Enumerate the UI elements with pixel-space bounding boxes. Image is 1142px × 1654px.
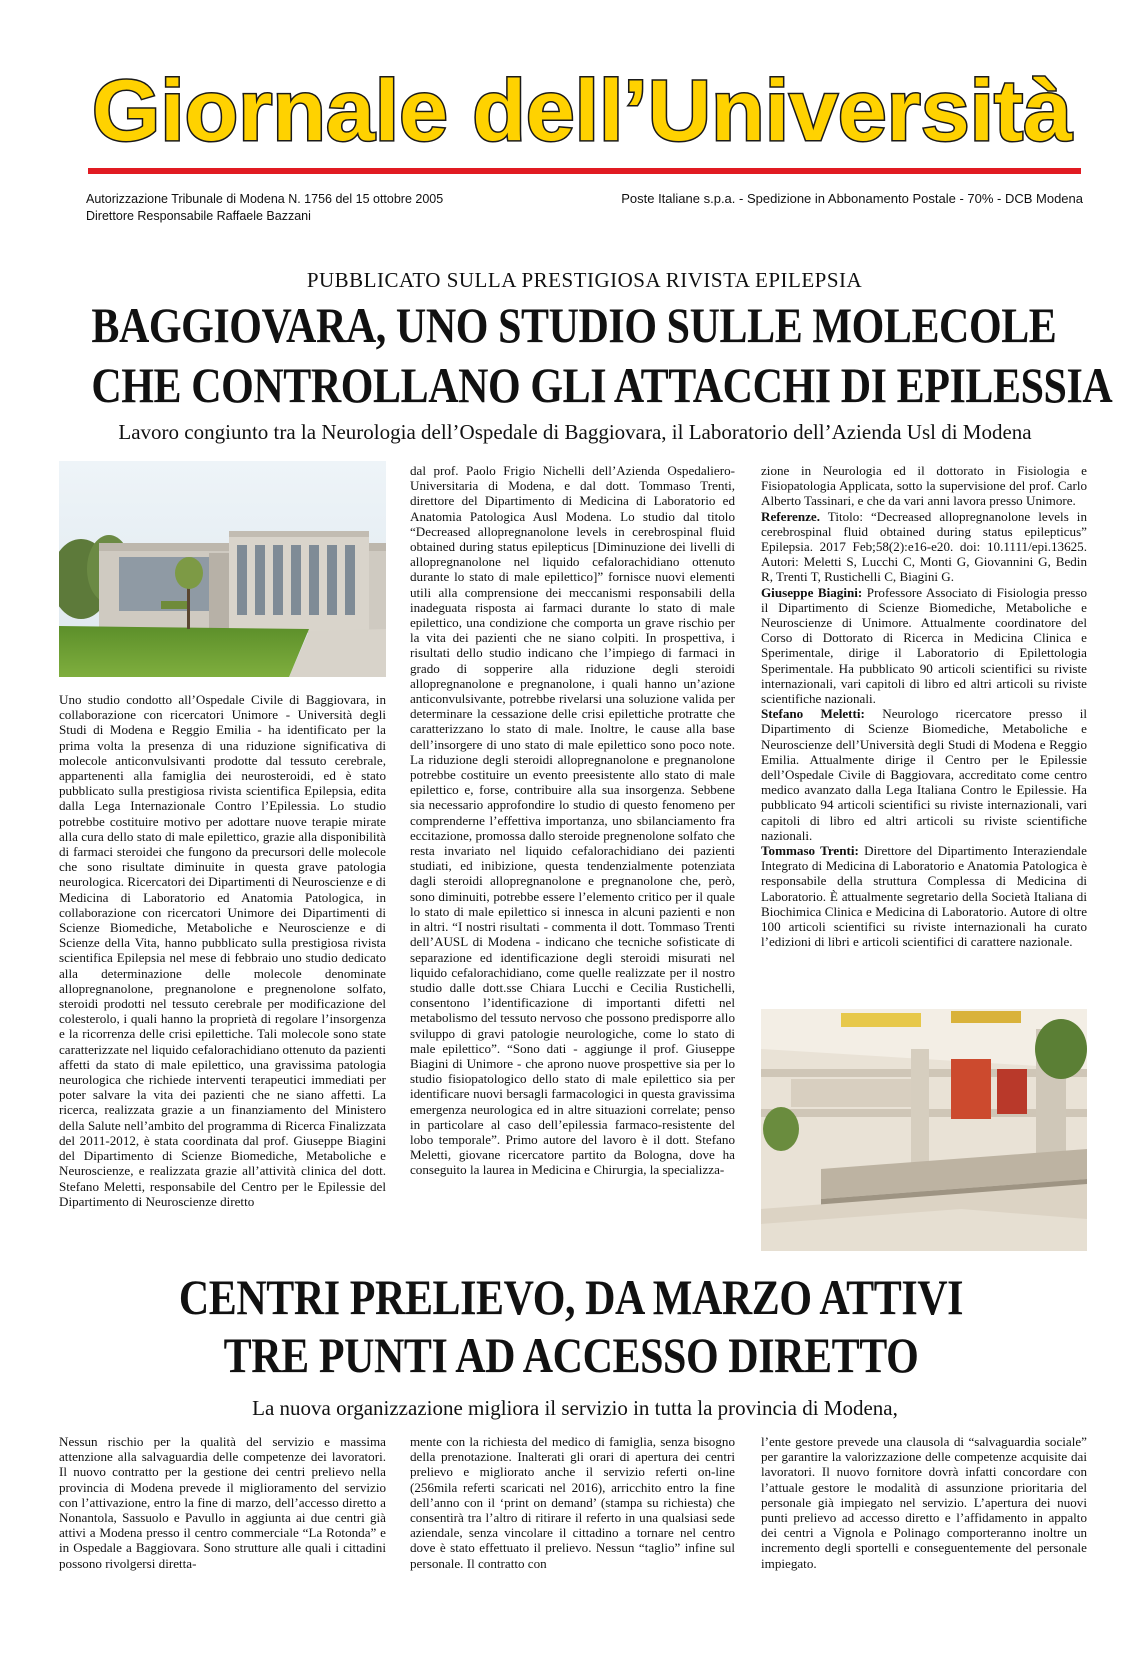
references-text: Titolo: “Decreased allopregnanolone levels in cerebrospinal fluid obtained during status epilepticus” Epilepsia. 2017 Feb;58(2):e16-e20. doi: 10.1111/epi.13625. Autori: Meletti S, Lucchi C, Monti G, Giovannini G, Bedin R, Trenti T, Rustichelli C, Biagini G. (761, 508, 1087, 585)
bio-text: Neurologo ricercatore presso il Dipartimento di Scienze Biomediche, Metaboliche e Neuroscienze dell’Università degli Studi di Modena e Reggio Emilia. Attualmente dirige il Centro per le Epilessie dell’Ospedale Civile di Baggiovara, accreditato come centro medico avanzato dalla Lega Italiana Contro le Epilessie. Ha pubblicato 94 articoli scientifici su riviste internazionali, vari capitoli di libro ed altri articoli su riviste scientifiche nazionali. (761, 706, 1087, 843)
article-column-1 (59, 1434, 386, 1571)
bio-name: Giuseppe Biagini: (761, 584, 863, 600)
bio-trenti (761, 843, 1087, 949)
hospital-exterior-photo (59, 461, 386, 677)
article-body-text: Uno studio condotto all’Ospedale Civile di Baggiovara, in collaborazione con ricercatori Unimore - Università degli Studi di Modena e Reggio Emilia - ha identificato per la prima volta la presenza di una riduzione significativa di molecole anticonvulsivanti prodotte dal tessuto cerebrale, appartenenti alla famiglia dei neurosteroidi, ed è stato pubblicato sulla prestigiosa rivista scientifica Epilepsia, edita dalla Lega Internazionale Contro l’Epilessia. Lo studio potrebbe costituire motivo per adottare nuove terapie mirate alla cura dello stato di male epilettico, grazie alla disponibilità di farmaci steroidei che fungono da precursori delle molecole che sono risultate diminuite in questa grave patologia neurologica. Ricercatori dei Dipartimenti di Neuroscienze e di Medicina di Laboratorio ed Anatomia Patologica, in collaborazione con ricercatori Unimore dei Dipartimenti di Scienze Biomediche, Metaboliche e Neuroscienze e di Scienze della Vita, hanno pubblicato sulla prestigiosa rivista scientifica Epilepsia nel mese di febbraio uno studio dedicato alla determinazione delle molecole denominate allopregnanolone, pregnanolone e pregnenolone solfato, steroidi prodotti nel tessuto cerebrale per modificazione del colesterolo, i quali hanno la proprietà di regolare l’insorgenza e la ricorrenza delle crisi epilettiche. Tali molecole sono state caratterizzate nel liquido cefalorachidiano ottenuto da pazienti affetti da stato di male epilettico, una gravissima patologia neurologica che richiede interventi terapeutici immediati per poter salvare la vita dei pazienti che ne siano affetti. La ricerca, realizzata grazie a un finanziamento del Ministero della Salute nell’ambito del programma di Ricerca Finalizzata del 2011-2012, è stata coordinata dal prof. Giuseppe Biagini del Dipartimento di Scienze Biomediche, Metaboliche e Neuroscienze, e realizzata grazie all’attività clinica del dott. Stefano Meletti, responsabile del Centro per le Epilessie del Dipartimento di Neuroscienze diretto (59, 692, 386, 1209)
article-body-text: mente con la richiesta del medico di famiglia, senza bisogno della prenotazione. Inalterati gli orari di apertura dei centri prelievo e migliorato anche il servizio referti on-line (256mila referti scaricati nel 2016), arricchito entro la fine dell’anno con il ‘print on demand’ (stampa su richiesta) che consentirà tra l’altro di ritirare il referto in una qualsiasi sede aziendale, senza vincolare il cittadino a tornare nel centro dove è stato effettuato il prelievo. Nessun “taglio” infine sul personale. Il contratto con (410, 1434, 735, 1571)
article-kicker: PUBBLICATO SULLA PRESTIGIOSA RIVISTA EPILEPSIA (306, 268, 863, 292)
article-headline-line2: TRE PUNTI AD ACCESSO DIRETTO (223, 1327, 919, 1383)
masthead-title: Giornale dell’Università (92, 63, 1074, 159)
article-column-3 (761, 463, 1087, 950)
publication-info (86, 191, 566, 225)
article-headline-line2: CHE CONTROLLANO GLI ATTACCHI DI EPILESSIA (91, 357, 1113, 413)
bio-meletti (761, 706, 1087, 843)
hospital-interior-photo (761, 1009, 1087, 1251)
article-body-text: dal prof. Paolo Frigio Nichelli dell’Azienda Ospedaliero-Universitaria di Modena, e dal dott. Tommaso Trenti, direttore del Dipartimento di Medicina di Laboratorio ed Anatomia Patologica Ausl Modena. Lo studio dal titolo “Decreased allopregnanolone levels in cerebrospinal fluid obtained during status epilepticus [Diminuzione dei livelli di allopregnanolone nel liquido cefalorachidiano ottenuto durante lo stato di male epilettico]” fornisce nuovi elementi utili alla comprensione dei meccanismi responsabili della inadeguata risposta ai farmaci durante lo stato di male epilettico, una condizione che comporta un grave rischio per la vita dei pazienti che ne siano colpiti. In prospettiva, i risultati dello studio indicano che l’impiego di farmaci in grado di sopperire alla riduzione degli steroidi allopregnanolone e pregnanolone, i quali hanno un’azione anticonvulsivante, potrebbe rivelarsi una soluzione valida per determinare la cessazione delle crisi epilettiche protratte che caratterizzano lo stato di male. Inoltre, le cause alla base dell’insorgere di uno stato di male epilettico sono poco note. La riduzione degli steroidi allopregnanolone e pregnanolone potrebbe costituire un evento preesistente allo stato di male epilettico e, forse, contribuire alla sua insorgenza. Sebbene sia necessario approfondire lo studio di questo fenomeno per comprenderne l’effettiva importanza, uno sbilanciamento fra eccitazione, promossa dallo steroide pregnenolone solfato che resta invariato nel liquido cefalorachidiano dei pazienti studiati, ed inibizione, questa tendenzialmente potenziata dagli steroidi allopregnanolone e pregnanolone che, però, sono diminuiti, potrebbe essere l’elemento critico per il quale lo stato di male epilettico si innesca in alcuni pazienti e non in altri. “I nostri risultati - commenta il dott. Tommaso Trenti dell’AUSL di Modena - indicano che tecniche sofisticate di separazione ed identificazione degli steroidi misurati nel liquido cefalorachidiano, come quelle realizzate per il nostro studio dalle dott.sse Chiara Lucchi e Cecilia Rustichelli, consentono l’identificazione di importanti difetti nel metabolismo del tessuto nervoso che possono predisporre allo sviluppo di gravi patologie neurologiche, come lo stato di male epilettico”. “Sono dati - aggiunge il prof. Giuseppe Biagini di Unimore - che aprono nuove prospettive sia per lo studio fisiopatologico dello stato di male epilettico sia per identificare nuovi bersagli farmacologici in questa gravissima emergenza neurologica ed in altre situazioni correlate; penso in particolare al caso dell’epilessia farmaco-resistente del lobo temporale”. Primo autore del lavoro è il dott. Stefano Meletti, giovane ricercatore partito da Bologna, dove ha conseguito la laurea in Medicina e Chirurgia, la specializza- (410, 463, 735, 1178)
bio-name: Stefano Meletti: (761, 706, 865, 722)
article-deck: La nuova organizzazione migliora il servizio in tutta la provincia di Modena, (252, 1396, 898, 1420)
postal-line: Poste Italiane s.p.a. - Spedizione in Abbonamento Postale - 70% - DCB Modena (621, 191, 1083, 206)
article-headline: CENTRI PRELIEVO, DA MARZO ATTIVI (178, 1269, 964, 1325)
article-body-text: l’ente gestore prevede una clausola di “salvaguardia sociale” per garantire la valorizzazione delle competenze acquisite dai lavoratori. Il nuovo fornitore dovrà infatti concordare con l’attuale gestore le modalità di assunzione prioritaria del personale già impiegato nel servizio. L’apertura dei nuovi punti prelievo ad accesso diretto e l’affidamento in appalto dei centri a Vignola e Polinago comporteranno inoltre un incremento degli sportelli e conseguentemente del personale impiegato. (761, 1434, 1087, 1571)
director-line: Direttore Responsabile Raffaele Bazzani (86, 209, 311, 223)
bio-text: Direttore del Dipartimento Interaziendale Integrato di Medicina di Laboratorio e Anatomia Patologica è responsabile della struttura Complessa di Medicina di Laboratorio. È attualmente segretario della Società Italiana di Biochimica Clinica e Medicina di Laboratorio. Autore di oltre 100 articoli scientifici su riviste internazionali ha curato l’edizioni di libri e articoli scientifici di carattere nazionale. (761, 843, 1087, 950)
references-paragraph (761, 509, 1087, 585)
bio-text: Professore Associato di Fisiologia presso il Dipartimento di Scienze Biomediche, Metaboliche e Neuroscienze di Unimore. Attualmente coordinatore del Corso di Dottorato di Ricerca in Medicina Clinica e Sperimentale, dirige il Laboratorio di Epilettologia Sperimentale. Ha pubblicato 90 articoli scientifici su riviste internazionali, vari capitoli di libro ed altri articoli su riviste scientifiche nazionali. (761, 584, 1087, 707)
article-column-2 (410, 1434, 735, 1571)
bio-name: Tommaso Trenti: (761, 843, 859, 859)
article-column-1 (59, 692, 386, 1209)
masthead (82, 62, 1082, 162)
bio-biagini (761, 585, 1087, 707)
article-body-text: zione in Neurologia ed il dottorato in Fisiologia e Fisiopatologia Applicata, sotto la supervisione del prof. Carlo Alberto Tassinari, e che da vari anni lavora presso Unimore. (761, 463, 1087, 509)
article-headline: BAGGIOVARA, UNO STUDIO SULLE MOLECOLE (91, 297, 1057, 353)
article-column-2 (410, 463, 735, 1178)
authorization-line: Autorizzazione Tribunale di Modena N. 1756 del 15 ottobre 2005 (86, 192, 444, 206)
masthead-rule (88, 168, 1081, 174)
references-label: Referenze. (761, 508, 821, 524)
article-deck: Lavoro congiunto tra la Neurologia dell’Ospedale di Baggiovara, il Laboratorio dell’Azienda Usl di Modena (118, 420, 1032, 444)
article-column-3 (761, 1434, 1087, 1571)
article-body-text: Nessun rischio per la qualità del servizio e massima attenzione alla salvaguardia delle competenze dei lavoratori. Il nuovo contratto per la gestione dei centri prelievo nella provincia di Modena prevede il miglioramento del servizio con l’attivazione, entro la fine di marzo, dell’accesso diretto a Nonantola, Sassuolo e Pavullo in aggiunta ai due centri già attivi a Modena presso il centro commerciale “La Rotonda” e in Ospedale a Baggiovara. Sono strutture alle quali i cittadini possono rivolgersi diretta- (59, 1434, 386, 1571)
